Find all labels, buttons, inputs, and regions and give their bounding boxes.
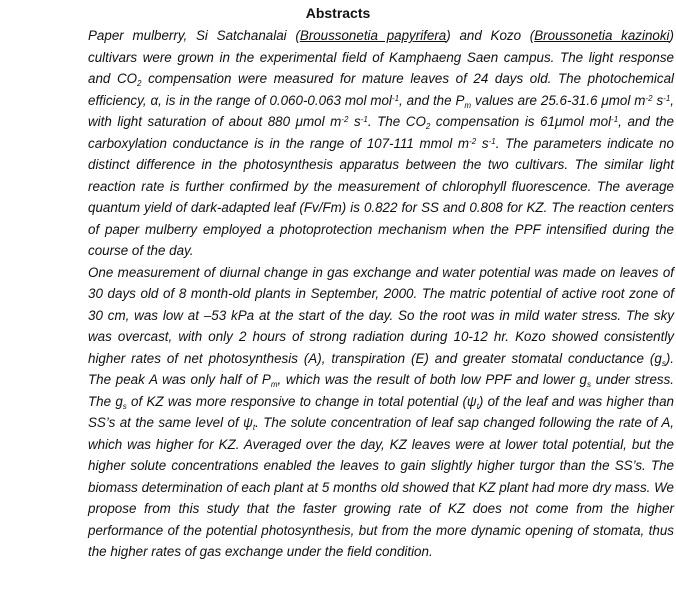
- subscript-text: 2: [137, 79, 142, 88]
- subscript-text: s: [661, 358, 666, 368]
- abstract-paragraph-1: [2, 25, 674, 262]
- text-run: under stress. The g: [88, 372, 674, 409]
- text-run: , with light saturation of about 880 μmol m: [88, 92, 675, 129]
- subscript-text: m: [464, 100, 472, 110]
- text-run: , and the P: [399, 92, 465, 108]
- text-run: values are 25.6-31.6 μmol m: [471, 92, 646, 108]
- text-run: . The solute concentration of leaf sap changed following the rate of A, which was higher for KZ. Averaged over the day, KZ leaves were at lower total potential, but the higher solute concentrations enabled the leaves to gain slightly higher turgor than the SS’s. The biomass determination of each plant at 5 months old showed that KZ plant had more dry mass. We propose from this study that the faster growing rate of KZ does not come from the higher performance of the potential photosynthesis, but from the more dynamic opening of stomata, thus the higher rates of gas exchange under the field condition.: [88, 415, 674, 559]
- text-run: s: [476, 135, 489, 151]
- text-run: ). The peak A was only half of P: [88, 350, 674, 387]
- superscript-text: -1: [360, 115, 368, 124]
- text-run: . The CO: [367, 114, 426, 129]
- superscript-text: -1: [391, 93, 400, 103]
- subscript-text: s: [586, 380, 591, 389]
- subscript-text: m: [270, 380, 278, 389]
- superscript-text: -1: [488, 136, 496, 146]
- text-run: ) of the leaf and was higher than SS’s at the same level of ψ: [88, 393, 674, 430]
- superscript-text: -2: [645, 93, 653, 103]
- species-name: Broussonetia kazinoki: [534, 28, 670, 43]
- species-name: Broussonetia papyrifera: [299, 28, 447, 43]
- text-run: One measurement of diurnal change in gas exchange and water potential was made on leaves of 30 days old of 8 month-old plants in September, 2000. The matric potential of active root zone of 30 cm, was low at –53 kPa at the start of the day. So the root was in mild water stress. The sky was overcast, with only 2 hours of strong radiation during 10-12 hr. Kozo showed consistently higher rates of net photosynthesis (A), transpiration (E) and greater stomatal conductance (g: [88, 264, 674, 366]
- text-run: of KZ was more responsive to change in total potential (ψ: [126, 393, 477, 409]
- superscript-text: -1: [663, 93, 671, 103]
- text-run: Paper mulberry, Si Satchanalai (: [88, 28, 300, 43]
- superscript-text: -1: [611, 115, 619, 124]
- subscript-text: t: [252, 423, 256, 432]
- subscript-text: 2: [425, 122, 431, 131]
- abstract-paragraph-2: [2, 262, 674, 563]
- text-run: . The parameters indicate no distinct difference in the photosynthesis apparatus between the two cultivars. The similar light reaction rate is further confirmed by the measurement of chlorophyll fluorescence. The average quantum yield of dark-adapted leaf (Fv/Fm) is 0.822 for SS and 0.808 for KZ. The reaction centers of paper mulberry employed a photoprotection mechanism when the PPF intensified during the course of the day.: [88, 135, 674, 258]
- subscript-text: s: [122, 401, 127, 411]
- text-run: compensation is 61μmol mol: [430, 114, 612, 129]
- text-run: s: [348, 114, 361, 129]
- text-run: ) and Kozo (: [446, 28, 535, 43]
- text-run: , which was the result of both low PPF and lower g: [277, 372, 587, 387]
- text-run: s: [652, 92, 664, 108]
- text-run: ) cultivars were grown in the experimental field of Kamphaeng Saen campus. The light response and CO: [88, 28, 674, 86]
- subscript-text: t: [476, 401, 479, 411]
- page-title: Abstracts: [305, 5, 371, 21]
- text-run: , and the carboxylation conductance is in the range of 107-111 mmol m: [88, 114, 674, 151]
- superscript-text: -2: [469, 136, 477, 146]
- text-run: compensation were measured for mature leaves of 24 days old. The photochemical efficiency, α, is in the range of 0.060-0.063 mol mol: [88, 71, 674, 108]
- superscript-text: -2: [341, 115, 349, 124]
